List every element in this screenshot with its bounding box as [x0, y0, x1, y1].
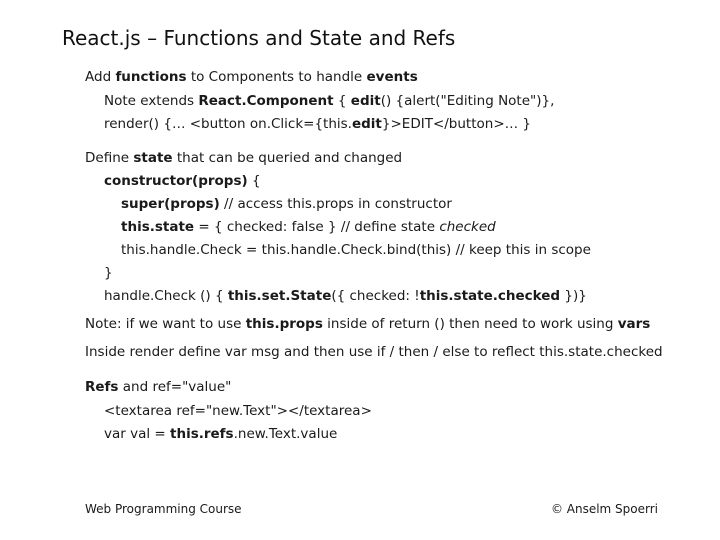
- functions-heading: [85, 69, 418, 85]
- text-bold: vars: [617, 316, 651, 332]
- text: // access this.props in constructor: [219, 196, 452, 212]
- constructor-line: [104, 173, 261, 189]
- text: render() {… <button on.Click={this.: [104, 116, 352, 132]
- text: var val =: [104, 426, 171, 442]
- closing-brace: [104, 265, 113, 281]
- text: ({ checked: !: [331, 288, 420, 304]
- super-line: [121, 196, 452, 212]
- text: <textarea ref="new.Text"></textarea>: [104, 403, 372, 419]
- text-bold: events: [366, 69, 418, 85]
- props-note: [85, 316, 650, 332]
- text: = { checked: false } // define state: [194, 219, 440, 235]
- text: }: [104, 265, 113, 281]
- render-line: [104, 116, 531, 132]
- text: }>EDIT</button>… }: [381, 116, 532, 132]
- text-bold: constructor(props): [104, 173, 248, 189]
- text: inside of return () then need to work using: [322, 316, 618, 332]
- text: to Components to handle: [186, 69, 367, 85]
- slide-title: React.js – Functions and State and Refs: [62, 26, 456, 50]
- text: {: [247, 173, 261, 189]
- this-state-line: [121, 219, 496, 235]
- footer-course: Web Programming Course: [85, 502, 242, 516]
- render-note: [85, 344, 663, 360]
- text-bold: this.refs: [170, 426, 234, 442]
- text: and ref="value": [118, 379, 232, 395]
- text-bold: this.state: [121, 219, 195, 235]
- text: })}: [560, 288, 587, 304]
- text: Define: [85, 150, 134, 166]
- refs-value-line: [104, 426, 337, 442]
- text: Note: if we want to use: [85, 316, 246, 332]
- text-bold: this.state.checked: [419, 288, 561, 304]
- text-bold: edit: [350, 93, 381, 109]
- state-heading: [85, 150, 402, 166]
- bind-line: [121, 242, 591, 258]
- text: handle.Check () {: [104, 288, 228, 304]
- handle-check-line: [104, 288, 587, 304]
- text: Add: [85, 69, 116, 85]
- text-bold: this.props: [245, 316, 323, 332]
- text-bold: super(props): [121, 196, 220, 212]
- text: {: [333, 93, 351, 109]
- text: .new.Text.value: [233, 426, 338, 442]
- text-bold: functions: [115, 69, 187, 85]
- text-bold: Refs: [85, 379, 119, 395]
- text-bold: edit: [351, 116, 382, 132]
- text-bold: React.Component: [198, 93, 334, 109]
- text: that can be queried and changed: [172, 150, 403, 166]
- text: Note extends: [104, 93, 199, 109]
- text-bold: state: [133, 150, 173, 166]
- text-bold: this.set.State: [227, 288, 332, 304]
- footer-copyright: © Anselm Spoerri: [550, 502, 658, 516]
- text: this.handle.Check = this.handle.Check.bind(this) // keep this in scope: [121, 242, 591, 258]
- text: () {alert("Editing Note")},: [380, 93, 555, 109]
- text: Inside render define var msg and then use if / then / else to reflect this.state.checked: [85, 344, 663, 360]
- note-extends-line: [104, 93, 554, 109]
- textarea-line: [104, 403, 372, 419]
- text-italic: checked: [439, 219, 496, 235]
- refs-heading: [85, 379, 231, 395]
